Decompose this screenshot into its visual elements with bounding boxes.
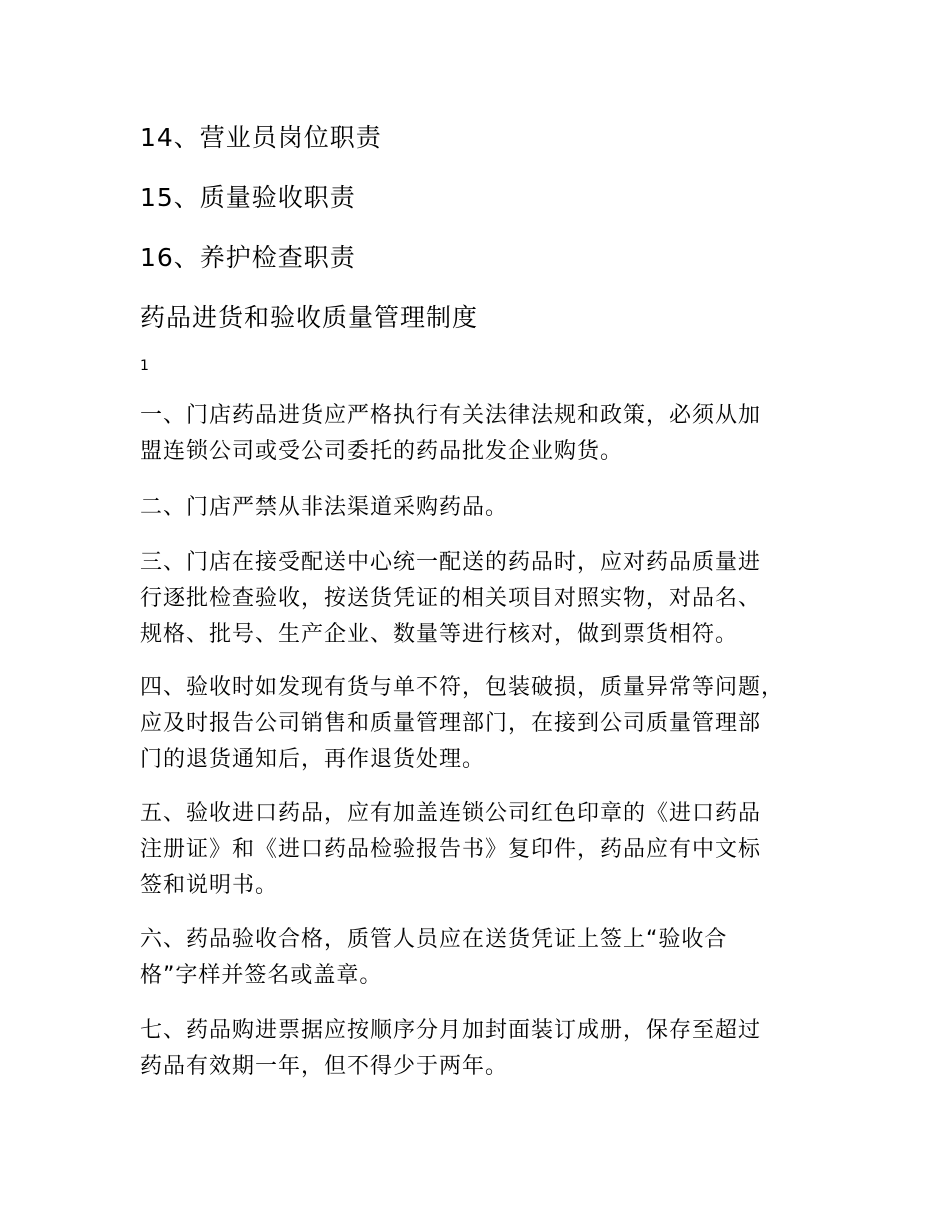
heading-item-16: 16、养护检查职责 xyxy=(140,243,356,272)
section-title: 药品进货和验收质量管理制度 xyxy=(140,303,479,332)
paragraph-6: 六、药品验收合格，质管人员应在送货凭证上签上“验收合 格”字样并签名或盖章。 xyxy=(140,927,728,988)
heading-item-14: 14、营业员岗位职责 xyxy=(140,123,382,152)
paragraph-5: 五、验收进口药品，应有加盖连锁公司红色印章的《进口药品 注册证》和《进口药品检验报告书》复印件，药品应有中文标 签和说明书。 xyxy=(140,801,762,898)
heading-item-15: 15、质量验收职责 xyxy=(140,183,356,212)
page-number: 1 xyxy=(140,358,149,374)
paragraph-2: 二、门店严禁从非法渠道采购药品。 xyxy=(140,495,509,520)
paragraph-3: 三、门店在接受配送中心统一配送的药品时，应对药品质量进 行逐批检查验收，按送货凭证的相关项目对照实物，对品名、 规格、批号、生产企业、数量等进行核对，做到票货相符。 xyxy=(140,550,762,647)
paragraph-1: 一、门店药品进货应严格执行有关法律法规和政策，必须从加 盟连锁公司或受公司委托的药品批发企业购货。 xyxy=(140,403,762,464)
paragraph-4: 四、验收时如发现有货与单不符，包装破损，质量异常等问题， 应及时报告公司销售和质量管理部门，在接到公司质量管理部 门的退货通知后，再作退货处理。 xyxy=(140,675,785,772)
paragraph-7: 七、药品购进票据应按顺序分月加封面装订成册，保存至超过 药品有效期一年，但不得少于两年。 xyxy=(140,1018,762,1079)
